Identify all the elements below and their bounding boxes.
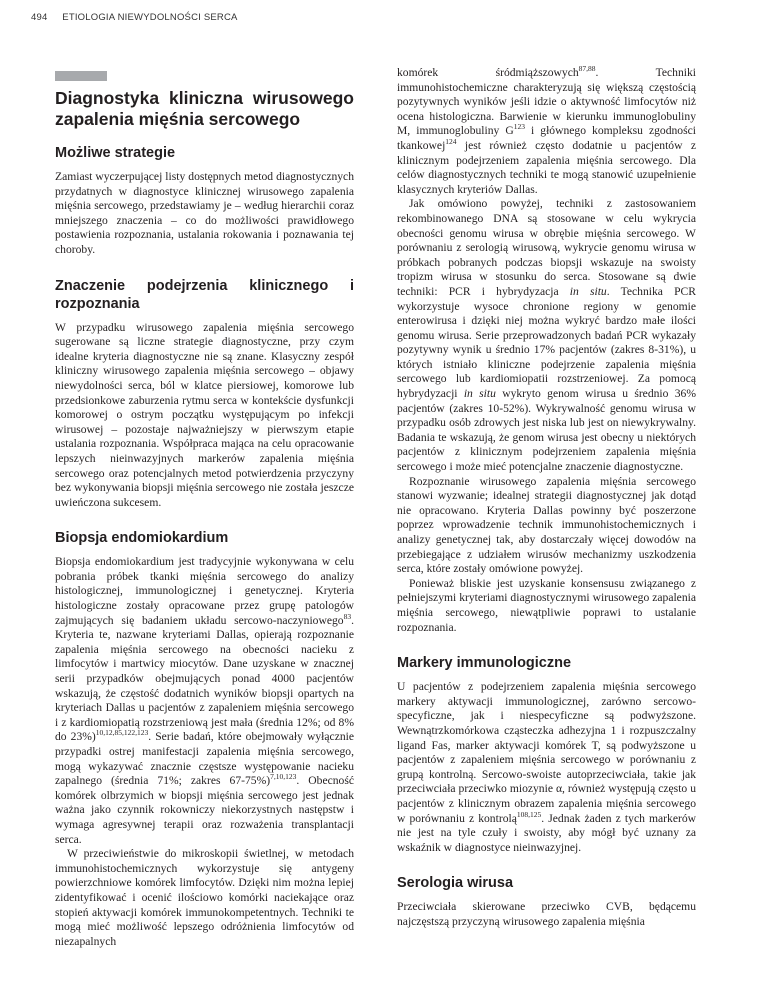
- paragraph-immunohistochemistry: komórek śródmiąższowych$^{87,88}$. Techniki immunohistochemiczne charakteryzują się większą częstością pozytywnych wyników jeśli idzie o aktywność limfocytów niż ocena histologiczna. Barwienie w kierunku immunoglobuliny M, immunoglobuliny $G^{123}$ i głównego kompleksu zgodności tkankowej$^{124}$ jest również często dodatnie u pacjentów z klinicznym podejrzeniem zapalenia mięśnia sercowego. Dla celów diagnostycznych techniki te mogą stanowić uzupełnienie klasycznych kryteriów Dallas.: [397, 64, 696, 196]
- running-header: [31, 12, 238, 23]
- reference: 83: [343, 611, 352, 621]
- paragraph-consensus: Ponieważ bliskie jest uzyskanie konsensusu związanego z pełniejszymi kryteriami diagnostycznymi wirusowego zapalenia mięśnia sercowego, niewątpliwie poprawi to ustalanie rozpoznania.: [397, 576, 696, 634]
- section-marker-bar: [55, 71, 107, 81]
- reference: 7,10,123: [270, 772, 297, 782]
- paragraph-clinical-suspicion: W przypadku wirusowego zapalenia mięśnia sercowego sugerowane są liczne strategie diagnostyczne, przy czym idealne kryteria diagnostyczne nie są znane. Klasyczny zespół kliniczny wirusowego zapalenia mięśnia sercowego – objawy niewydolności serca, ból w klatce piersiowej, komorowe lub przedsionkowe zaburzenia rytmu serca w kontekście dysfunkcji komorowej o ostrym początku występującym po infekcji wirusowej – pozostaje najważniejszy w pierwszym etapie ustalania rozpoznania. Współpraca mająca na celu opracowanie lepszych nieinwazyjnych markerów zapalenia mięśnia sercowego oraz potencjalnych metod potwierdzenia przyczyny bez wykonywania biopsji mięśnia sercowego nie została jeszcze uwieńczona sukcesem.: [55, 320, 354, 509]
- reference: 123: [513, 122, 525, 132]
- paragraph-biopsy-2: W przeciwieństwie do mikroskopii świetlnej, w metodach immunohistochemicznych wykorzystuje się antygeny powierzchniowe komórek limfocytów. Dzięki nim można lepiej zidentyfikować i ocenić ilościowo komórki naciekające oraz stopień aktywacji komórek immunokompetentnych. Techniki te mogą mieć możliwość lepszego odróżnienia limfocytów od niezapalnych: [55, 847, 354, 948]
- left-column: [55, 82, 354, 949]
- paragraph-diagnosis-challenge: Rozpoznanie wirusowego zapalenia mięśnia sercowego stanowi wyzwanie; idealnej strategii diagnostycznej jak dotąd nie opracowano. Kryteria Dallas powinny być poszerzone poprzez wprowadzenie technik immunohistochemicznych i analizy genetycznej tak, aby dostarczały więcej dowodów na przebiegające z udziałem wirusów mechanizmy uszkodzenia serca, które zostały omówione powyżej.: [397, 474, 696, 576]
- paragraph-pcr: Jak omówiono powyżej, techniki z zastosowaniem rekombinowanego DNA są stosowane w celu wykrycia obecności genomu wirusa w obrębie mięśnia sercowego. W porównaniu z serologią wirusową, wykrycie genomu wirusa w próbkach pobranych podczas biopsji wskazuje na swoisty tropizm wirusa w stosunku do serca. Stosowane są dwie techniki: PCR i hybrydyzacja in situ. Technika PCR wykorzystuje wysoce chronione regiony w genomie enterowirusa i dzięki niej można wykryć bardzo małe ilości genomu wirusa. Serie przeprowadzonych badań PCR wykazały pozytywny wynik u średnio 17% pacjentów (zakres 8-31%), u których istniało kliniczne podejrzenie zapalenia mięśnia sercowego lub kardiomiopatii rozstrzeniowej. Za pomocą hybrydyzacji in situ wykryto genom wirusa u średnio 36% pacjentów (zakres 10-52%). Wykrywalność genomu wirusa w przypadku osób zdrowych jest niska lub jest on niewykrywalny. Badania te wskazują, że genom wirusa jest obecny u niektórych pacjentów z klinicznym podejrzeniem zapalenia mięśnia sercowego i może mieć potencjalne znaczenie diagnostyczne.: [397, 197, 696, 474]
- reference: 10,12,85,122,123: [95, 728, 149, 738]
- reference: 87,88: [578, 64, 596, 74]
- article-section-title: Diagnostyka kliniczna wirusowego zapalenia mięśnia sercowego: [55, 88, 354, 129]
- right-column: [397, 66, 696, 929]
- heading-clinical-suspicion: Znaczenie podejrzenia klinicznego i rozpoznania: [55, 277, 354, 312]
- heading-possible-strategies: Możliwe strategie: [55, 145, 176, 161]
- reference: 124: [445, 137, 457, 147]
- paragraph-strategies: Zamiast wyczerpującej listy dostępnych metod diagnostycznych przydatnych w diagnostyce klinicznej wirusowego zapalenia mięśnia sercowego, przedstawiamy je – według hierarchii coraz mniejszego znaczenia – co do możliwości prawidłowego postawienia rozpoznania, ustalania rokowania i poznawania tej choroby.: [55, 170, 354, 256]
- heading-viral-serology: Serologia wirusa: [397, 875, 514, 892]
- paragraph-immune-markers: U pacjentów z podejrzeniem zapalenia mięśnia sercowego markery aktywacji immunologicznej, zarówno sercowo-specyficzne, jak i niespecyficzne są podwyższone. Wewnątrzkomórkowa cząsteczka adhezyjna 1 i rozpuszczalny ligand Fas, marker aktywacji komórek T, są podwyższone u pacjentów z zapaleniem mięśnia sercowego w porównaniu z grupą kontrolną. Sercowo-swoiste autoprzeciwciała, takie jak przeciwciała przeciwko miozynie α, również występują często u pacjentów z klinicznym obrazem zapalenia mięśnia sercowego w porównaniu z kontrolą$^{108,125}$. Jednak żaden z tych markerów nie jest na tyle czuły i swoisty, aby mógł być uznany za wskaźnik w diagnostyce nieinwazyjnej.: [397, 680, 696, 854]
- reference: 108,125: [516, 809, 542, 819]
- heading-endomyocardial-biopsy: Biopsja endomiokardium: [55, 530, 229, 547]
- heading-immune-markers: Markery immunologiczne: [397, 655, 572, 672]
- paragraph-viral-serology: Przeciwciała skierowane przeciwko CVB, będącemu najczęstszą przyczyną wirusowego zapalenia mięśnia: [397, 900, 696, 928]
- running-title: ETIOLOGIA NIEWYDOLNOŚCI SERCA: [62, 12, 238, 23]
- paragraph-biopsy-1: Biopsja endomiokardium jest tradycyjnie wykonywana w celu pobrania próbek tkanki mięśnia sercowego do analizy histologicznej, immunologicznej i genetycznej. Kryteria histologiczne zostały opracowane przez grupę patologów zajmujących się badaniem układu sercowo-naczyniowego$^{83}$. Kryteria te, nazwane kryteriami Dallas, opierają rozpoznanie zapalenia mięśnia sercowego na obecności nacieku z limfocytów i martwicy miocytów. Dane uzyskane w znacznej serii przypadków obejmujących ponad 4000 pacjentów wskazują, że częstość dodatnich wyników biopsji opartych na kryteriach Dallas u pacjentów z zapaleniem mięśnia sercowego i z kardiomiopatią rozstrzeniową jest mała (średnia 12%; od 8% do 23%)$^{10,12,85,122,123}$. Serie badań, które obejmowały wyłącznie przypadki ostrej manifestacji zapalenia mięśnia sercowego, mogą wykazywać znacznie częstsze występowanie nacieku zapalnego (średnia 71%; zakres 67-75%)$^{7,10,123}$. Obecność komórek olbrzymich w biopsji mięśnia sercowego jest jednak ważna jako czynnik rokowniczy niekorzystnych następstw i wymaga agresywnej terapii oraz rozważenia transplantacji serca.: [55, 555, 355, 846]
- page-number: 494: [31, 12, 48, 23]
